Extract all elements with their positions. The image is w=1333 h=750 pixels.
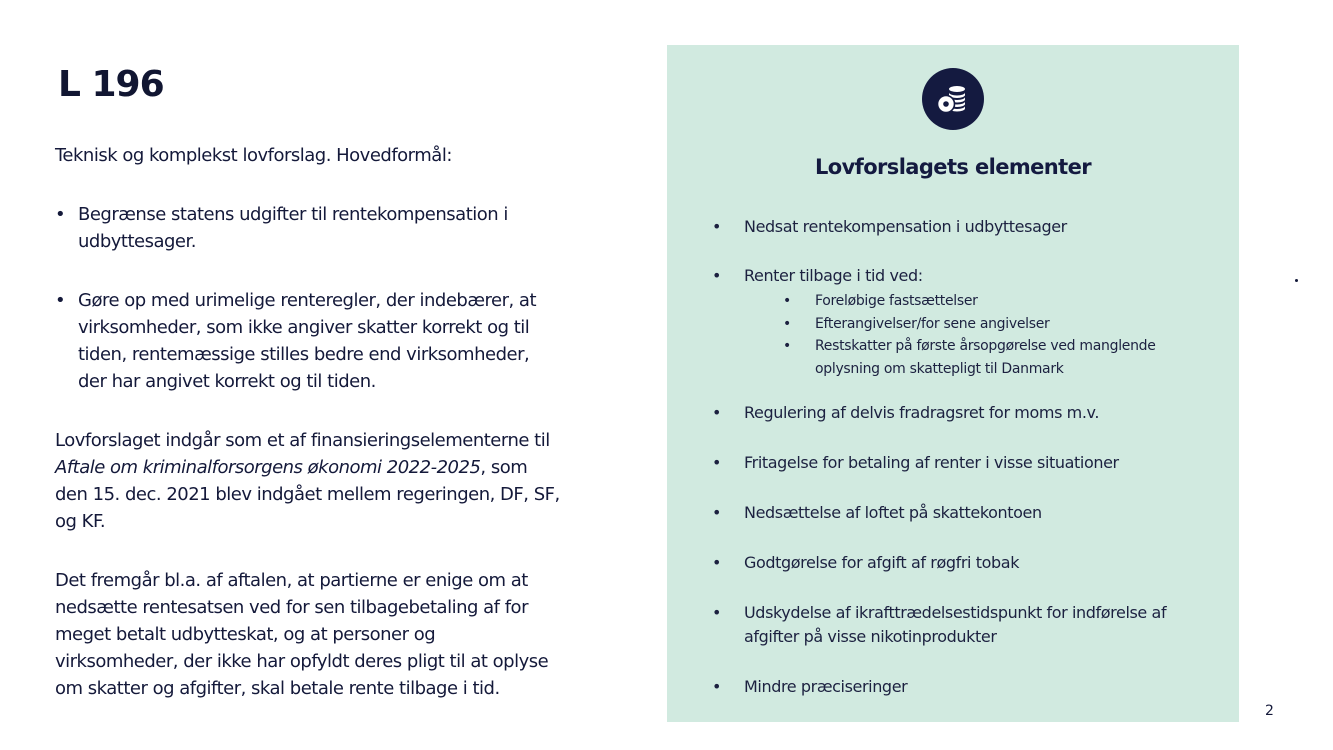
element-subitem: • Efterangivelser/for sene angivelser (815, 313, 1209, 336)
panel-title: Lovforslagets elementer (814, 155, 1091, 179)
element-item (709, 451, 1209, 475)
slide-title: L 196 (58, 64, 164, 105)
agreement-title: Aftale om kriminalforsorgens økonomi 2022-2025 (55, 457, 481, 478)
element-item (709, 501, 1209, 525)
element-item-text: Fritagelse for betaling af renter i visse situationer (744, 453, 1119, 472)
agreement-text-before: Lovforslaget indgår som et af finansieringselementerne til (55, 430, 550, 451)
purpose-item: • Gøre op med urimelige renteregler, der indebærer, at virksomheder, som ikke angiver skatter korrekt og til tiden, rentemæssige stilles bedre end virksomheder, der har angivet korrekt og til tiden. (55, 287, 560, 395)
element-item-text: Godtgørelse for afgift af røgfri tobak (744, 553, 1020, 572)
element-item (709, 264, 1209, 380)
purpose-list (55, 201, 560, 395)
decorative-dot (1295, 279, 1298, 282)
element-item (709, 401, 1209, 425)
agreement-details-paragraph: Det fremgår bl.a. af aftalen, at partierne er enige om at nedsætte rentesatsen ved for sen tilbagebetaling af for meget betalt udbytteskat, og at personer og virksomheder, der ikke har opfyldt deres pligt til at oplyse om skatter og afgifter, skal betale rente tilbage i tid. (55, 570, 549, 699)
element-sublist (744, 290, 1209, 380)
element-item (709, 601, 1209, 649)
intro-text: Teknisk og komplekst lovforslag. Hovedformål: (55, 145, 452, 166)
element-item-text: Udskydelse af ikrafttrædelsestidspunkt for indførelse af afgifter på visse nikotinprodukter (744, 603, 1167, 646)
left-column (55, 142, 560, 702)
element-item-text: Renter tilbage i tid ved: (744, 266, 923, 285)
elements-list (709, 215, 1209, 699)
agreement-text-after: , som den 15. dec. 2021 blev indgået mellem regeringen, DF, SF, og KF. (55, 457, 560, 532)
element-subitem: • Restskatter på første årsopgørelse ved manglende oplysning om skattepligt til Danmark (815, 335, 1209, 380)
element-item (709, 551, 1209, 575)
agreement-paragraph (55, 427, 560, 535)
elements-panel (667, 45, 1239, 722)
page-number: 2 (1265, 703, 1274, 719)
element-subitem: • Foreløbige fastsættelser (815, 290, 1209, 313)
element-item-text: Nedsat rentekompensation i udbyttesager (744, 217, 1067, 236)
element-item (709, 675, 1209, 699)
coins-icon (922, 68, 984, 130)
element-item (709, 215, 1209, 239)
element-item-text: Nedsættelse af loftet på skattekontoen (744, 503, 1042, 522)
element-item-text: Regulering af delvis fradragsret for moms m.v. (744, 403, 1100, 422)
purpose-item: • Begrænse statens udgifter til rentekompensation i udbyttesager. (55, 201, 560, 255)
element-item-text: Mindre præciseringer (744, 677, 908, 696)
